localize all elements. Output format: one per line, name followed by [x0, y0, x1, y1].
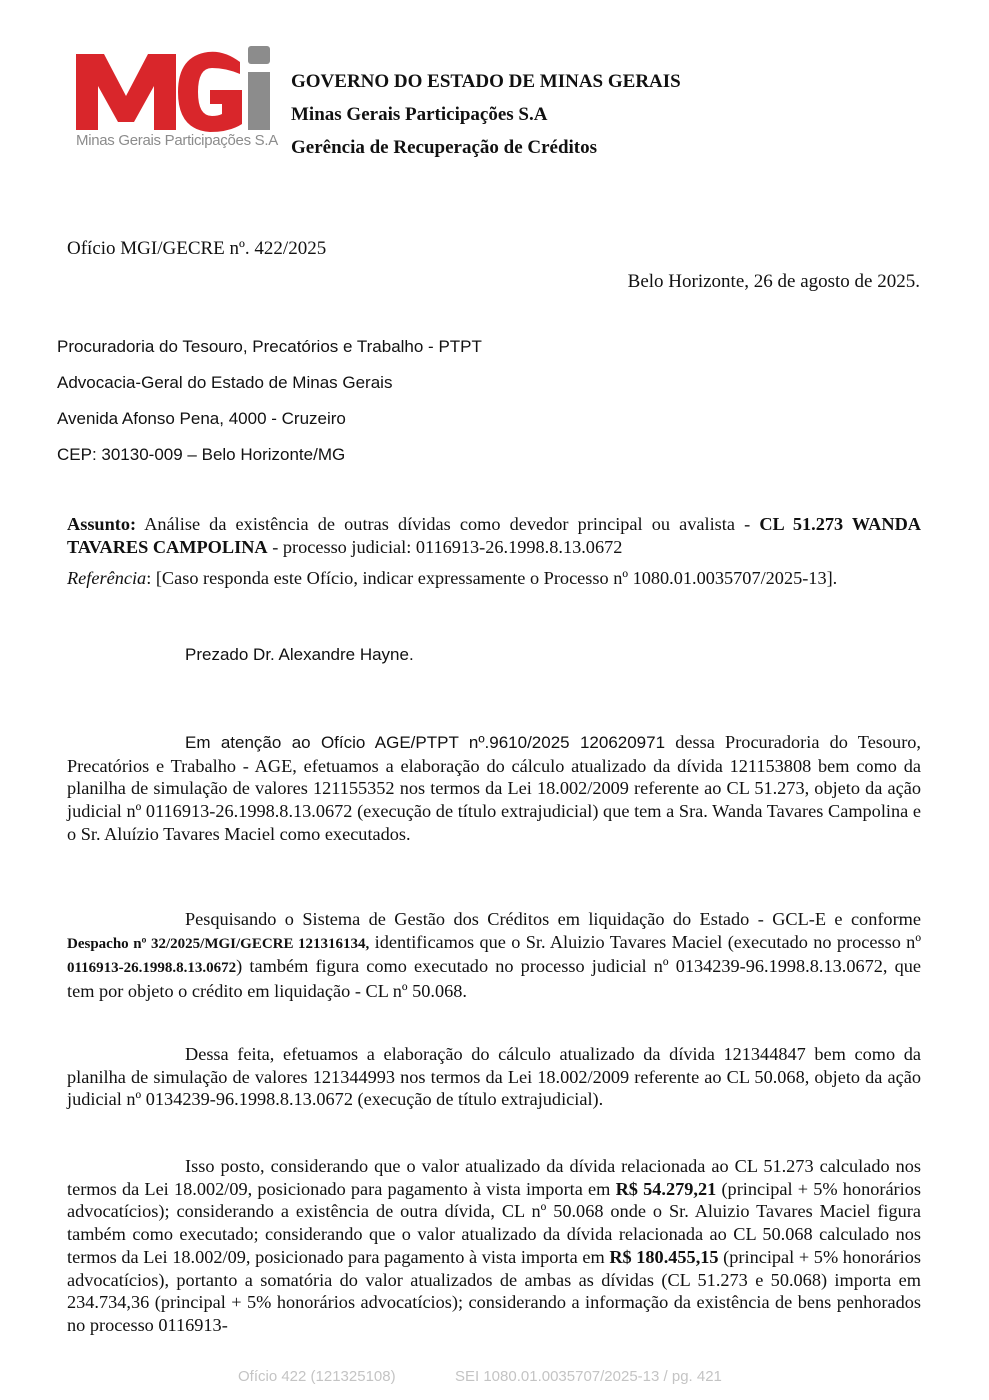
footer-document-id: Ofício 422 (121325108) [238, 1368, 396, 1385]
mgi-logo-mark [74, 44, 274, 136]
paragraph-4-bold-1: R$ 54.279,21 [615, 1178, 717, 1199]
paragraph-1-sans: Em atenção ao Ofício AGE/PTPT nº.9610/2025 120620971 [185, 733, 666, 752]
subject-block [67, 513, 921, 558]
reference-line [67, 568, 837, 589]
subject-text-1: Análise da existência de outras dívidas como devedor principal ou avalista - [136, 514, 760, 534]
header-department: Gerência de Recuperação de Créditos [291, 137, 598, 158]
paragraph-4-text-3: (principal + 5% honorários advocatícios), portanto a somatória do valor atualizados de ambas as dívidas (CL 51.273 e 50.068) importa em 234.734,36 (principal + 5% honorários advocatícios); considerando a informação da existência de bens penhorados no processo 0116913- [67, 1246, 921, 1335]
address-line-3: Avenida Afonso Pena, 4000 - Cruzeiro [57, 409, 346, 428]
header-company: Minas Gerais Participações S.A [291, 104, 548, 125]
paragraph-2-text-3: ) também figura como executado no processo judicial nº 0134239-96.1998.8.13.0672, que tem por objeto o crédito em liquidação - CL nº 50.068. [67, 956, 921, 1002]
subject-bold: CL 51.273 WANDA TAVARES CAMPOLINA [67, 514, 921, 557]
paragraph-2-text-1: Pesquisando o Sistema de Gestão dos Créditos em liquidação do Estado - GCL-E e conforme [185, 909, 921, 929]
reference-label: Referência [67, 568, 147, 588]
address-line-2: Advocacia-Geral do Estado de Minas Gerais [57, 373, 393, 392]
paragraph-2-bold-1: Despacho nº 32/2025/MGI/GECRE 121316134, [67, 935, 370, 952]
address-line-4: CEP: 30130-009 – Belo Horizonte/MG [57, 445, 346, 464]
paragraph-3 [67, 1043, 921, 1111]
mgi-logo [74, 44, 278, 156]
oficio-number: Ofício MGI/GECRE nº. 422/2025 [67, 238, 327, 259]
paragraph-3-text: Dessa feita, efetuamos a elaboração do cálculo atualizado da dívida 121344847 bem como da planilha de simulação de valores 121344993 nos termos da Lei 18.002/2009 referente ao CL 50.068, objeto da ação judicial nº 0134239-96.1998.8.13.0672 (execução de título extrajudicial). [67, 1044, 921, 1110]
footer-sei-page: SEI 1080.01.0035707/2025-13 / pg. 421 [455, 1368, 722, 1385]
greeting: Prezado Dr. Alexandre Hayne. [185, 645, 414, 664]
document-date: Belo Horizonte, 26 de agosto de 2025. [627, 271, 920, 292]
paragraph-2-bold-2: 0116913-26.1998.8.13.0672 [67, 960, 237, 977]
paragraph-4-text-1: Isso posto, considerando que o valor atualizado da dívida relacionada ao CL 51.273 calculado nos termos da Lei 18.002/09, posicionado para pagamento à vista importa em [67, 1156, 921, 1199]
address-line-1: Procuradoria do Tesouro, Precatórios e Trabalho - PTPT [57, 337, 482, 356]
paragraph-4-bold-2: R$ 180.455,15 [609, 1246, 719, 1267]
paragraph-1-text: dessa Procuradoria do Tesouro, Precatórios e Trabalho - AGE, efetuamos a elaboração do cálculo atualizado da dívida 121153808 bem como da planilha de simulação de valores 121155352 nos termos da Lei 18.002/2009 referente ao CL 51.273, objeto da ação judicial nº 0116913-26.1998.8.13.0672 (execução de título extrajudicial) que tem a Sra. Wanda Tavares Campolina e o Sr. Aluízio Tavares Maciel como executados. [67, 732, 921, 844]
paragraph-2 [67, 908, 921, 1003]
paragraph-1 [67, 731, 921, 846]
paragraph-2-text-2: identificamos que o Sr. Aluizio Tavares Maciel (executado no processo nº [369, 931, 921, 952]
paragraph-4-text-2: (principal + 5% honorários advocatícios); considerando a existência de outra dívida, CL nº 50.068 onde o Sr. Aluizio Tavares Maciel figura também como executado; considerando que o valor atualizado da dívida relacionada ao CL 50.068 calculado nos termos da Lei 18.002/09, posicionado para pagamento à vista importa em [67, 1178, 921, 1267]
paragraph-4 [67, 1155, 921, 1337]
logo-subtitle: Minas Gerais Participações S.A [76, 132, 278, 149]
subject-text-2: - processo judicial: 0116913-26.1998.8.13.0672 [267, 536, 623, 557]
subject-label: Assunto: [67, 514, 137, 534]
reference-text: : [Caso responda este Ofício, indicar expressamente o Processo nº 1080.01.0035707/2025-13]. [146, 568, 838, 588]
header-government: GOVERNO DO ESTADO DE MINAS GERAIS [291, 71, 681, 92]
